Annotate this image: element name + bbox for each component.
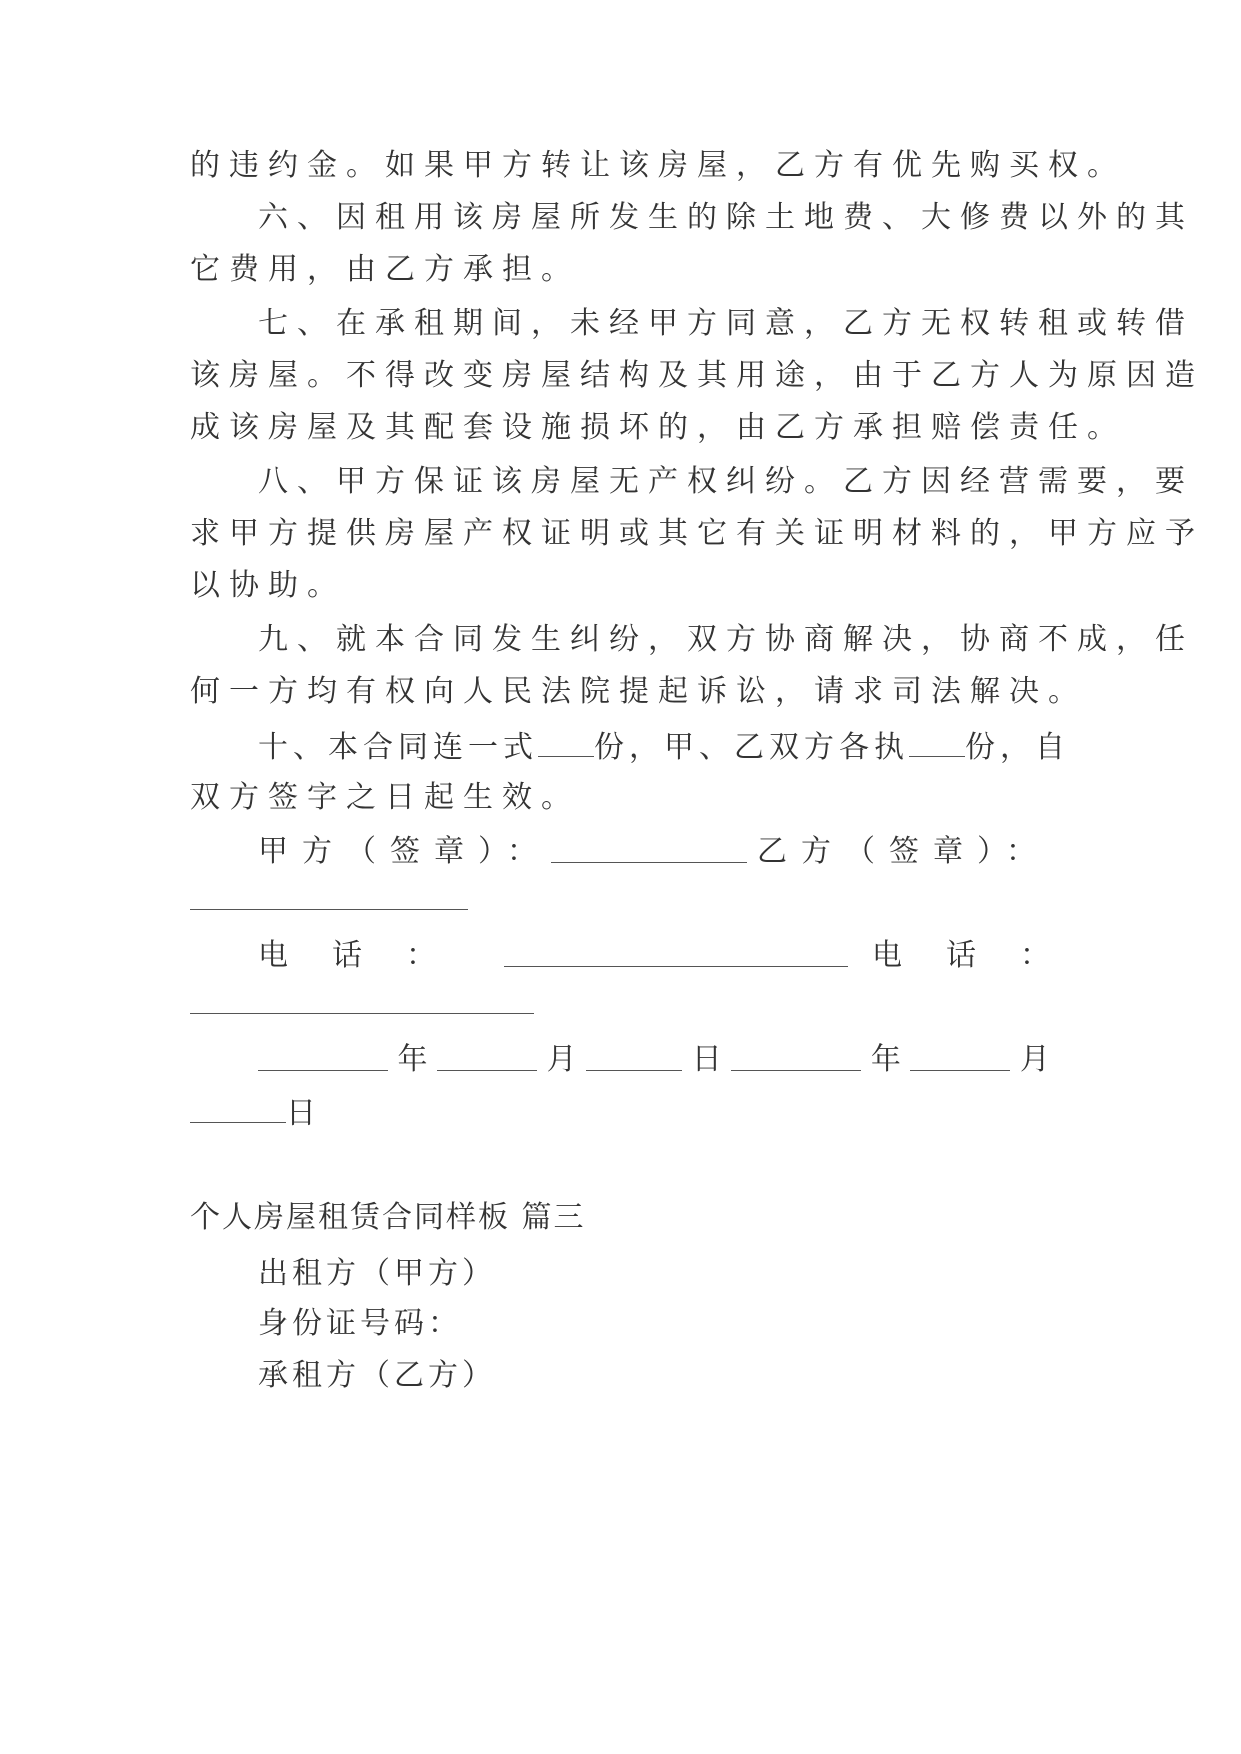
- party-b-month-blank: [910, 1040, 1010, 1071]
- clause-7-line-3: 成该房屋及其配套设施损坏的，由乙方承担赔偿责任。: [190, 410, 1126, 445]
- clause-8-line-1: 八、甲方保证该房屋无产权纠纷。乙方因经营需要，要: [258, 464, 1194, 499]
- party-b-phone-blank: [190, 1012, 534, 1014]
- date-row: [258, 1040, 1050, 1080]
- party-b-month-label: 月: [1019, 1042, 1050, 1077]
- lessor-label: 出租方（甲方）: [258, 1256, 496, 1291]
- party-a-day-blank: [586, 1040, 682, 1071]
- clause-7-line-1: 七、在承租期间，未经甲方同意，乙方无权转租或转借: [258, 306, 1194, 341]
- section-title: 个人房屋租赁合同样板 篇三: [190, 1200, 586, 1235]
- clause-8-line-3: 以协助。: [190, 568, 346, 603]
- party-b-year-blank: [731, 1040, 861, 1071]
- clause-9-line-2: 何一方均有权向人民法院提起诉讼，请求司法解决。: [190, 674, 1087, 709]
- party-a-day-label: 日: [691, 1042, 722, 1077]
- party-a-phone-blank: [504, 936, 848, 967]
- party-b-signature-blank: [190, 908, 468, 910]
- date-row-continued: [190, 1092, 1050, 1134]
- party-a-month-blank: [437, 1040, 537, 1071]
- clause-8-line-2: 求甲方提供房屋产权证明或其它有关证明材料的，甲方应予: [190, 516, 1204, 551]
- party-a-month-label: 月: [546, 1042, 577, 1077]
- clause-7-line-2: 该房屋。不得改变房屋结构及其用途，由于乙方人为原因造: [190, 358, 1204, 393]
- signature-row: [258, 832, 1050, 872]
- party-a-signature-label: 甲方（签章）：: [258, 834, 551, 869]
- party-b-year-label: 年: [870, 1042, 901, 1077]
- paragraph-line: 的违约金。如果甲方转让该房屋，乙方有优先购买权。: [190, 148, 1126, 183]
- clause-10-text-b: 份，甲、乙双方各执: [594, 730, 909, 765]
- clause-10-text-c: 份，自: [965, 730, 1070, 765]
- id-number-label: 身份证号码：: [258, 1306, 462, 1341]
- clause-6-line-1: 六、因租用该房屋所发生的除土地费、大修费以外的其: [258, 200, 1194, 235]
- party-a-year-label: 年: [397, 1042, 428, 1077]
- party-b-phone-label: 电话：: [872, 938, 1094, 973]
- clause-9-line-1: 九、就本合同发生纠纷，双方协商解决，协商不成，任: [258, 622, 1194, 657]
- clause-10-line-1: [258, 726, 1070, 768]
- lessee-label: 承租方（乙方）: [258, 1358, 496, 1393]
- party-a-year-blank: [258, 1040, 388, 1071]
- clause-10-text-a: 十、本合同连一式: [258, 730, 538, 765]
- copies-each-blank: [909, 726, 965, 757]
- party-b-day-label: 日: [286, 1096, 316, 1131]
- clause-10-line-2: 双方签字之日起生效。: [190, 780, 580, 815]
- copies-total-blank: [538, 726, 594, 757]
- phone-row: [258, 936, 1094, 976]
- party-a-signature-blank: [551, 832, 747, 863]
- clause-6-line-2: 它费用，由乙方承担。: [190, 252, 580, 287]
- party-b-signature-label: 乙方（签章）：: [757, 834, 1050, 869]
- party-b-day-blank: [190, 1092, 286, 1123]
- party-a-phone-label: 电话：: [258, 938, 480, 973]
